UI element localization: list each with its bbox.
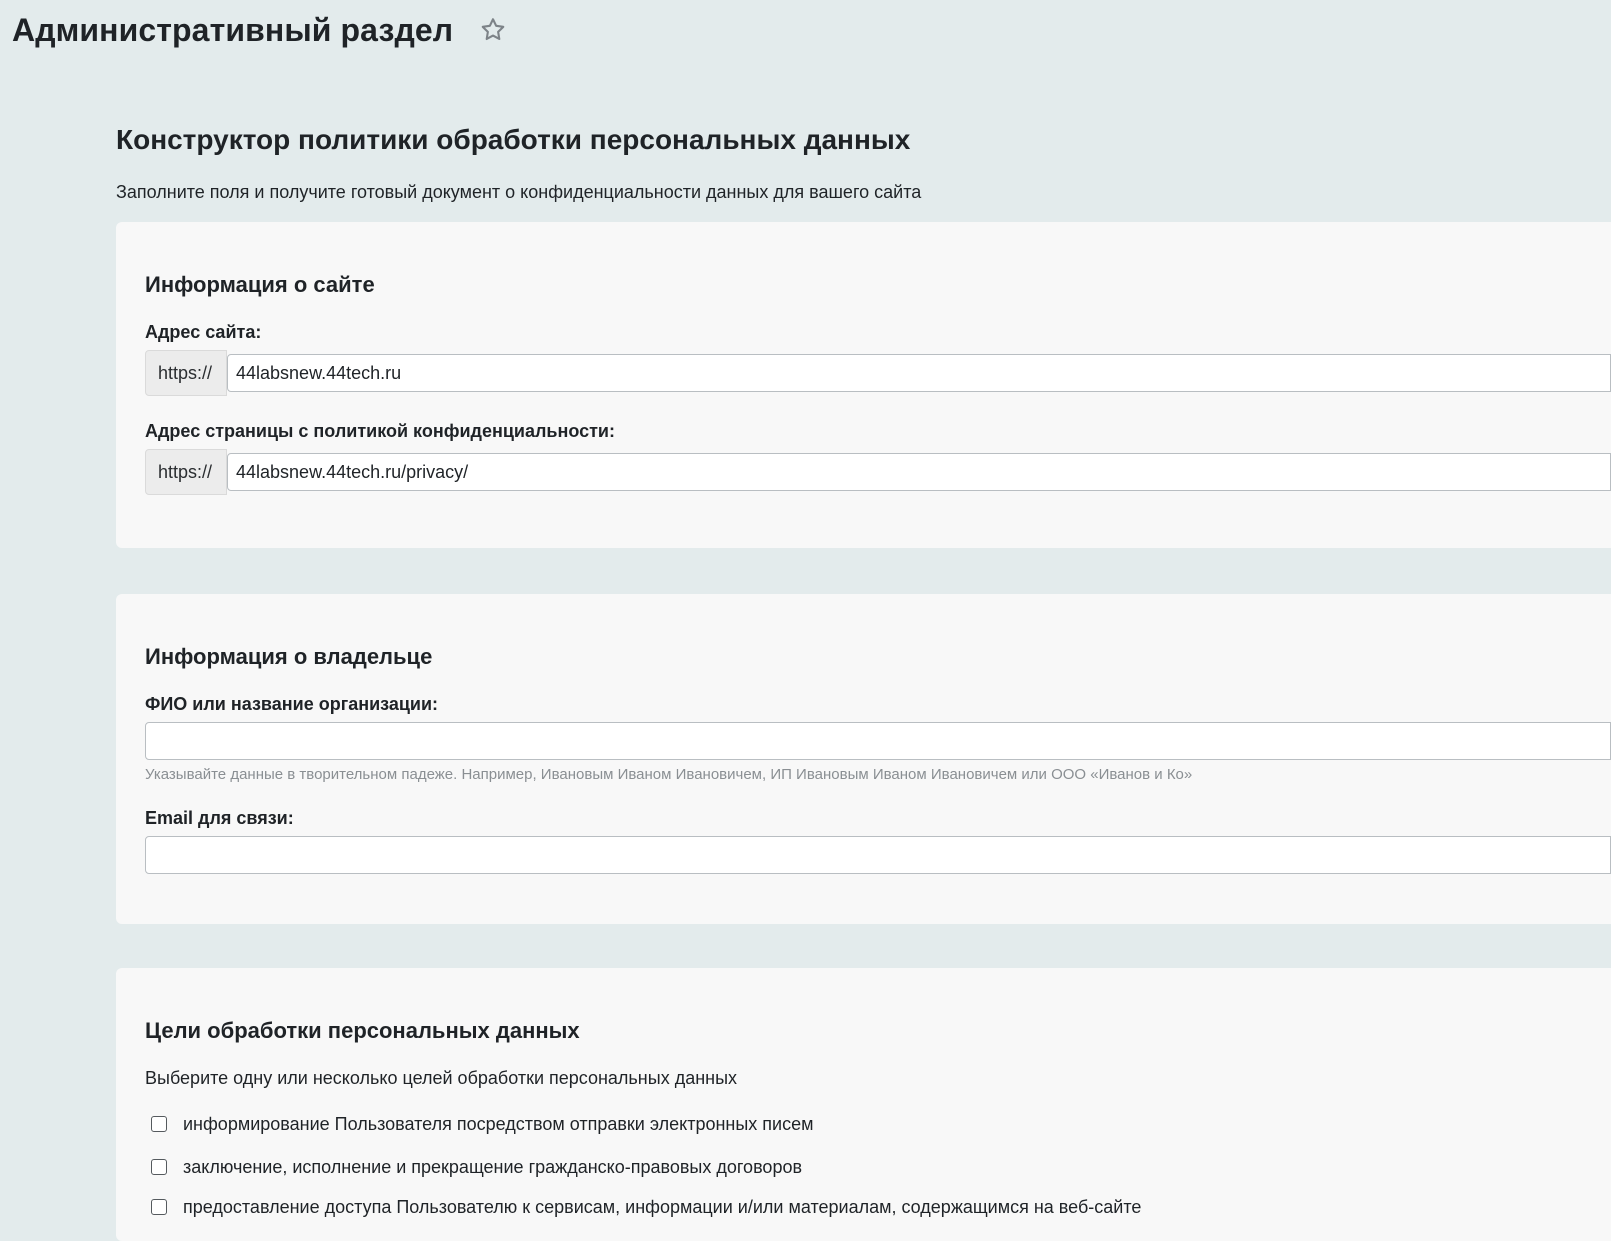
- site-info-card: [116, 222, 1611, 548]
- email-label: Email для связи:: [145, 808, 294, 828]
- purpose-label[interactable]: заключение, исполнение и прекращение гражданско-правовых договоров: [183, 1157, 803, 1177]
- privacy-url-label: Адрес страницы с политикой конфиденциальности:: [145, 421, 615, 441]
- owner-name-hint: Указывайте данные в творительном падеже. Например, Ивановым Иваном Ивановичем, ИП Ивановым Иваном Ивановичем или ООО «Иванов и Ко»: [145, 766, 1193, 783]
- site-url-label: Адрес сайта:: [145, 322, 262, 342]
- purpose-label[interactable]: информирование Пользователя посредством отправки электронных писем: [183, 1114, 814, 1134]
- star-icon[interactable]: [479, 16, 507, 44]
- purposes-title: Цели обработки персональных данных: [145, 1018, 580, 1043]
- purpose-option[interactable]: [151, 1112, 813, 1136]
- purpose-checkbox[interactable]: [151, 1199, 167, 1215]
- site-info-title: Информация о сайте: [145, 272, 375, 297]
- page-title: Административный раздел: [12, 11, 454, 48]
- constructor-intro: [116, 120, 1611, 204]
- site-url-group: [145, 350, 1611, 396]
- owner-name-label: ФИО или название организации:: [145, 694, 439, 714]
- privacy-url-prefix: https://: [145, 449, 227, 495]
- owner-info-title: Информация о владельце: [145, 644, 433, 669]
- owner-name-input[interactable]: [145, 722, 1611, 760]
- purpose-checkbox[interactable]: [151, 1116, 167, 1132]
- email-input[interactable]: [145, 836, 1611, 874]
- page-header: [12, 8, 507, 52]
- owner-info-card: [116, 594, 1611, 924]
- purpose-option[interactable]: [151, 1155, 802, 1179]
- privacy-url-group: [145, 449, 1611, 495]
- constructor-title: Конструктор политики обработки персональных данных: [116, 124, 911, 155]
- purposes-description: Выберите одну или несколько целей обработки персональных данных: [145, 1068, 738, 1088]
- privacy-url-input[interactable]: [227, 453, 1611, 491]
- purpose-label[interactable]: предоставление доступа Пользователю к сервисам, информации и/или материалам, содержащимся на веб-сайте: [183, 1197, 1142, 1217]
- constructor-subtitle: Заполните поля и получите готовый документ о конфиденциальности данных для вашего сайта: [116, 182, 922, 202]
- purpose-option[interactable]: [151, 1195, 1141, 1219]
- site-url-prefix: https://: [145, 350, 227, 396]
- purpose-checkbox[interactable]: [151, 1159, 167, 1175]
- purposes-card: [116, 968, 1611, 1241]
- site-url-input[interactable]: [227, 354, 1611, 392]
